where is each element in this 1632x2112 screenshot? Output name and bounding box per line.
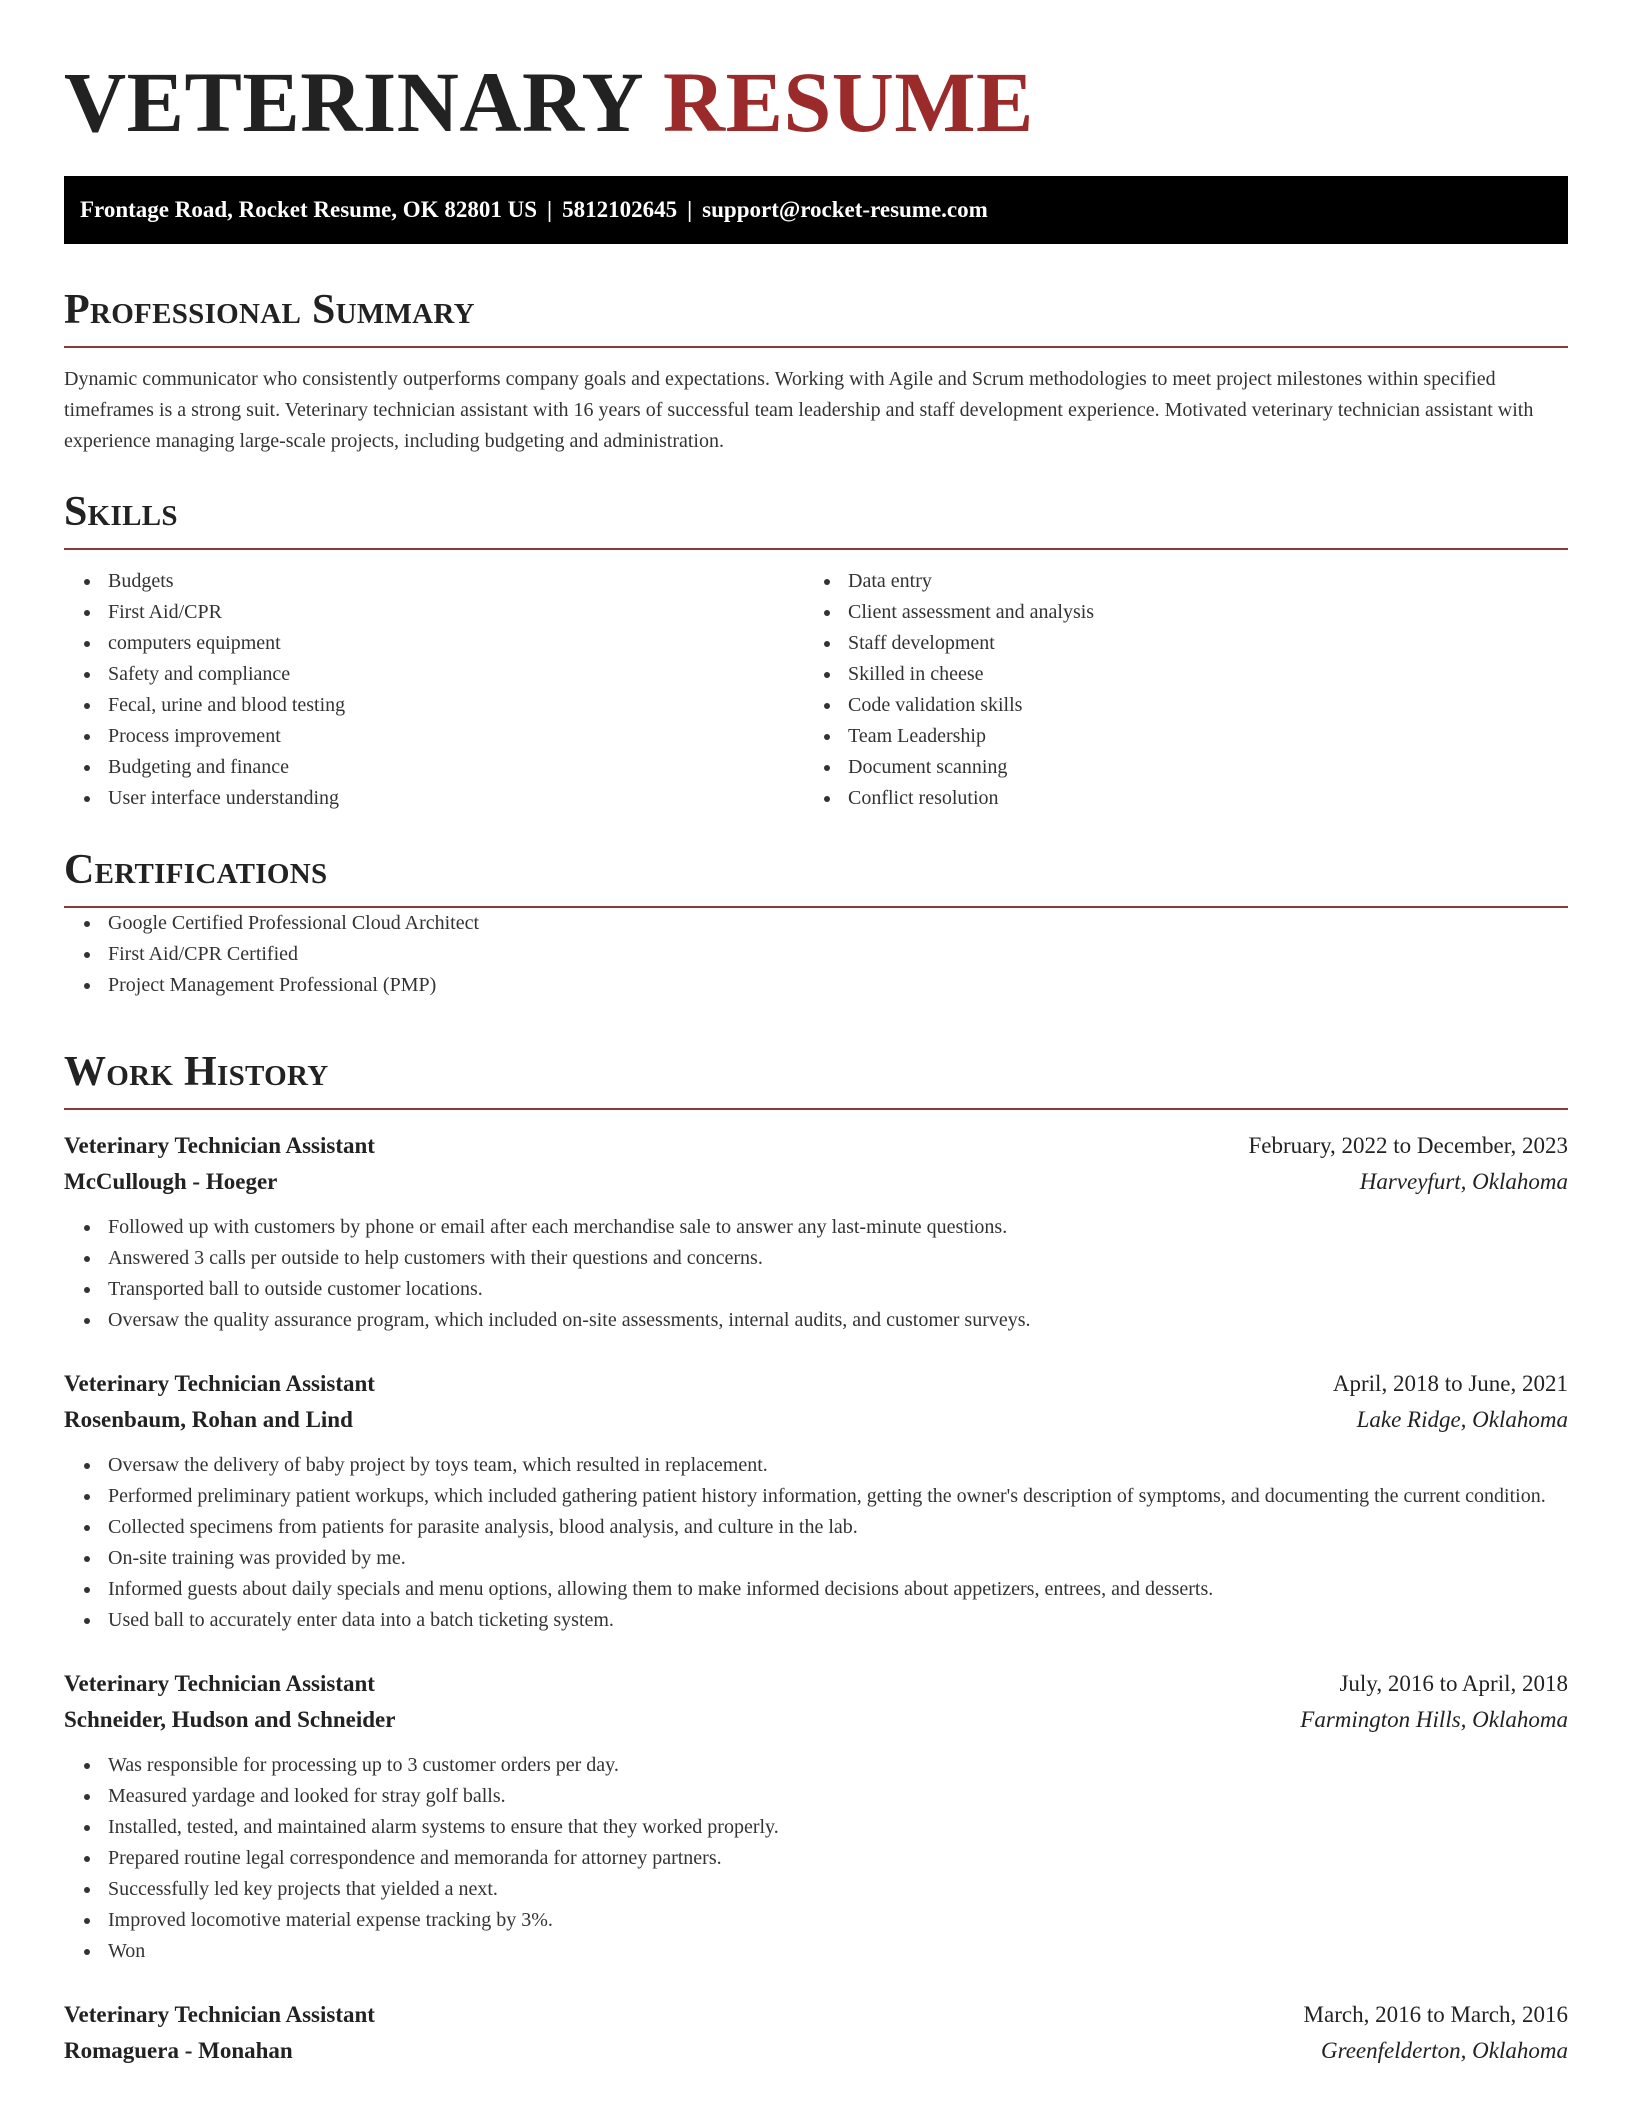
job-duty-item: Oversaw the quality assurance program, which included on-site assessments, internal audits, and customer surveys. [64, 1305, 1568, 1336]
job-duties-list [64, 1450, 1568, 1636]
job-duty-item: Installed, tested, and maintained alarm systems to ensure that they worked properly. [64, 1812, 1568, 1843]
job-dates: April, 2018 to June, 2021 [1332, 1371, 1568, 1396]
job-entry [64, 1666, 1568, 1967]
skill-item: Conflict resolution [804, 783, 1544, 814]
job-title: Veterinary Technician Assistant [64, 1671, 375, 1696]
contact-address: Frontage Road, Rocket Resume, OK 82801 US [80, 197, 537, 222]
skills-heading: Skills [64, 489, 178, 535]
certification-item: Google Certified Professional Cloud Architect [64, 908, 1568, 939]
skill-item: Code validation skills [804, 690, 1544, 721]
skill-item: Safety and compliance [64, 659, 804, 690]
skill-item: Document scanning [804, 752, 1544, 783]
job-location: Farmington Hills, Oklahoma [1300, 1707, 1568, 1732]
contact-bar [64, 176, 1568, 244]
skill-item: First Aid/CPR [64, 597, 804, 628]
skill-item: Budgeting and finance [64, 752, 804, 783]
job-dates: July, 2016 to April, 2018 [1339, 1671, 1568, 1696]
job-company: McCullough - Hoeger [64, 1169, 278, 1194]
job-duty-item: Transported ball to outside customer locations. [64, 1274, 1568, 1305]
job-company: Rosenbaum, Rohan and Lind [64, 1407, 353, 1432]
job-duty-item: Answered 3 calls per outside to help customers with their questions and concerns. [64, 1243, 1568, 1274]
job-location: Harveyfurt, Oklahoma [1359, 1169, 1568, 1194]
contact-separator: | [687, 197, 693, 222]
job-duty-item: Collected specimens from patients for parasite analysis, blood analysis, and culture in the lab. [64, 1512, 1568, 1543]
work-history-heading: Work History [64, 1049, 329, 1095]
jobs-list [64, 1128, 1568, 2069]
contact-phone: 5812102645 [562, 197, 678, 222]
job-company: Romaguera - Monahan [64, 2038, 293, 2063]
skill-item: Budgets [64, 566, 804, 597]
work-history-section [64, 1046, 1568, 2069]
job-title-row [64, 1997, 1568, 2033]
summary-section [64, 284, 1568, 457]
certification-item: First Aid/CPR Certified [64, 939, 1568, 970]
skills-list-left [64, 566, 804, 814]
job-duty-item: On-site training was provided by me. [64, 1543, 1568, 1574]
job-entry [64, 1997, 1568, 2069]
title-first-word: VETERINARY [64, 54, 641, 150]
job-duty-item: Oversaw the delivery of baby project by toys team, which resulted in replacement. [64, 1450, 1568, 1481]
skill-item: Client assessment and analysis [804, 597, 1544, 628]
job-location: Greenfelderton, Oklahoma [1321, 2038, 1568, 2063]
job-duty-item: Prepared routine legal correspondence and memoranda for attorney partners. [64, 1843, 1568, 1874]
contact-separator: | [547, 197, 553, 222]
skills-columns [64, 566, 1568, 814]
certifications-list [64, 908, 1568, 1001]
skill-item: Skilled in cheese [804, 659, 1544, 690]
job-title: Veterinary Technician Assistant [64, 1371, 375, 1396]
job-duties-list [64, 1212, 1568, 1336]
summary-heading: Professional Summary [64, 287, 475, 333]
skill-item: Data entry [804, 566, 1544, 597]
job-entry [64, 1128, 1568, 1336]
resume-title [64, 52, 1034, 152]
job-location: Lake Ridge, Oklahoma [1356, 1407, 1568, 1432]
skill-item: Staff development [804, 628, 1544, 659]
job-duty-item: Was responsible for processing up to 3 customer orders per day. [64, 1750, 1568, 1781]
contact-email[interactable]: support@rocket-resume.com [702, 197, 988, 222]
job-duties-list [64, 1750, 1568, 1967]
job-duty-item: Won [64, 1936, 1568, 1967]
job-duty-item: Improved locomotive material expense tracking by 3%. [64, 1905, 1568, 1936]
job-duty-item: Used ball to accurately enter data into a batch ticketing system. [64, 1605, 1568, 1636]
certifications-section [64, 844, 1568, 1001]
skill-item: computers equipment [64, 628, 804, 659]
job-title-row [64, 1128, 1568, 1164]
job-company-row [64, 1702, 1568, 1738]
summary-text: Dynamic communicator who consistently outperforms company goals and expectations. Working with Agile and Scrum methodologies to meet project milestones within specified timeframes is a strong suit. Veterinary technician assistant with 16 years of successful team leadership and staff development experience. Motivated veterinary technician assistant with experience managing large-scale projects, including budgeting and administration. [64, 368, 1534, 452]
job-title-row [64, 1666, 1568, 1702]
section-divider [64, 346, 1568, 348]
skills-list-right [804, 566, 1544, 814]
job-title: Veterinary Technician Assistant [64, 1133, 375, 1158]
skills-section [64, 486, 1568, 814]
job-company-row [64, 1164, 1568, 1200]
skill-item: User interface understanding [64, 783, 804, 814]
skill-item: Process improvement [64, 721, 804, 752]
job-duty-item: Successfully led key projects that yielded a next. [64, 1874, 1568, 1905]
certifications-heading: Certifications [64, 847, 328, 893]
job-company-row [64, 2033, 1568, 2069]
job-dates: February, 2022 to December, 2023 [1248, 1133, 1568, 1158]
title-second-word: RESUME [662, 54, 1034, 150]
certification-item: Project Management Professional (PMP) [64, 970, 1568, 1001]
job-dates: March, 2016 to March, 2016 [1303, 2002, 1568, 2027]
job-title-row [64, 1366, 1568, 1402]
job-duty-item: Followed up with customers by phone or email after each merchandise sale to answer any last-minute questions. [64, 1212, 1568, 1243]
job-company: Schneider, Hudson and Schneider [64, 1707, 396, 1732]
job-company-row [64, 1402, 1568, 1438]
skill-item: Fecal, urine and blood testing [64, 690, 804, 721]
section-divider [64, 1108, 1568, 1110]
job-duty-item: Measured yardage and looked for stray golf balls. [64, 1781, 1568, 1812]
job-title: Veterinary Technician Assistant [64, 2002, 375, 2027]
job-duty-item: Performed preliminary patient workups, which included gathering patient history information, getting the owner's description of symptoms, and documenting the current condition. [64, 1481, 1568, 1512]
job-entry [64, 1366, 1568, 1636]
section-divider [64, 548, 1568, 550]
skill-item: Team Leadership [804, 721, 1544, 752]
job-duty-item: Informed guests about daily specials and menu options, allowing them to make informed decisions about appetizers, entrees, and desserts. [64, 1574, 1568, 1605]
